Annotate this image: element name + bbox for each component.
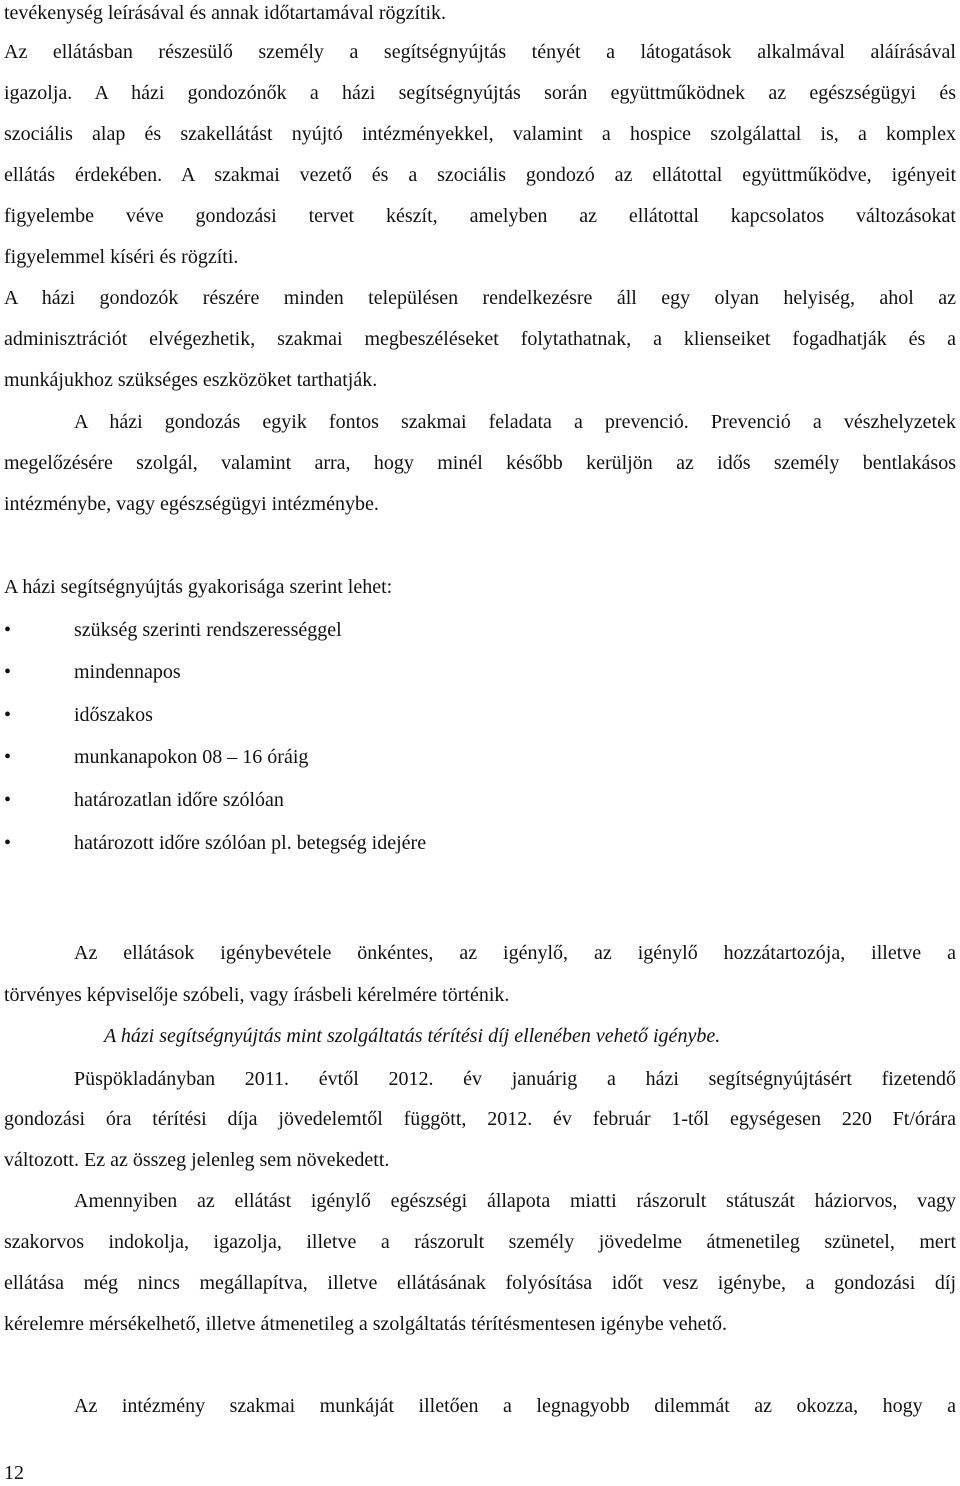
bullet-icon: • [4, 832, 12, 854]
text-line: tevékenység leírásával és annak időtartamával rögzítik. [4, 2, 447, 24]
text-line: Az ellátásban részesülő személy a segítségnyújtás tényét a látogatások alkalmával aláírásával [4, 41, 956, 63]
text-line: igazolja. A házi gondozónők a házi segítségnyújtás során együttműködnek az egészségügyi és [4, 82, 956, 104]
text-line: törvényes képviselője szóbeli, vagy írásbeli kérelmére történik. [4, 984, 510, 1006]
page-number: 12 [4, 1462, 24, 1484]
text-line: Az intézmény szakmai munkáját illetően a legnagyobb dilemmát az okozza, hogy a [74, 1395, 956, 1417]
text-line: ellátás érdekében. A szakmai vezető és a szociális gondozó az ellátottal együttműködve, igényeit [4, 164, 956, 186]
text-line: Amennyiben az ellátást igénylő egészségi állapota miatti rászorult státuszát háziorvos, vagy [74, 1190, 956, 1212]
text-line: munkájukhoz szükséges eszközöket tarthatják. [4, 369, 378, 391]
text-line: Az ellátások igénybevétele önkéntes, az igénylő, az igénylő hozzátartozója, illetve a [74, 942, 956, 964]
list-item: határozatlan időre szólóan [74, 789, 284, 811]
list-heading: A házi segítségnyújtás gyakorisága szerint lehet: [4, 576, 393, 598]
text-line-italic: A házi segítségnyújtás mint szolgáltatás térítési díj ellenében vehető igénybe. [104, 1025, 721, 1047]
text-line: Püspökladányban 2011. évtől 2012. év januárig a házi segítségnyújtásért fizetendő [74, 1068, 956, 1090]
bullet-icon: • [4, 661, 12, 683]
bullet-icon: • [4, 704, 12, 726]
text-line: kérelemre mérsékelhető, illetve átmenetileg a szolgáltatás térítésmentesen igénybe vehető. [4, 1313, 728, 1335]
list-item: szükség szerinti rendszerességgel [74, 619, 342, 641]
bullet-icon: • [4, 789, 12, 811]
text-line: A házi gondozók részére minden településen rendelkezésre áll egy olyan helyiség, ahol az [4, 287, 956, 309]
bullet-icon: • [4, 619, 12, 641]
text-line: A házi gondozás egyik fontos szakmai feladata a prevenció. Prevenció a vészhelyzetek [74, 411, 956, 433]
text-line: figyelembe véve gondozási tervet készít, amelyben az ellátottal kapcsolatos változásokat [4, 205, 956, 227]
list-item: mindennapos [74, 661, 181, 683]
text-line: megelőzésére szolgál, valamint arra, hogy minél később kerüljön az idős személy bentlakásos [4, 452, 956, 474]
text-line: változott. Ez az összeg jelenleg sem növekedett. [4, 1149, 390, 1171]
list-item: munkanapokon 08 – 16 óráig [74, 746, 309, 768]
text-line: figyelemmel kíséri és rögzíti. [4, 246, 239, 268]
text-line: adminisztrációt elvégezhetik, szakmai megbeszéléseket folytathatnak, a klienseiket fogadhatják és a [4, 328, 956, 350]
text-line: szakorvos indokolja, igazolja, illetve a rászorult személy jövedelme átmenetileg szünetel, mert [4, 1231, 956, 1253]
text-line: szociális alap és szakellátást nyújtó intézményekkel, valamint a hospice szolgálattal is, a komplex [4, 123, 956, 145]
text-line: intézménybe, vagy egészségügyi intézménybe. [4, 493, 379, 515]
bullet-icon: • [4, 746, 12, 768]
list-item: időszakos [74, 704, 153, 726]
text-line: gondozási óra térítési díja jövedelemtől függött, 2012. év február 1-től egységesen 220 Ft/órára [4, 1108, 956, 1130]
list-item: határozott időre szólóan pl. betegség idejére [74, 832, 427, 854]
text-line: ellátása még nincs megállapítva, illetve ellátásának folyósítása időt vesz igénybe, a gondozási díj [4, 1272, 956, 1294]
